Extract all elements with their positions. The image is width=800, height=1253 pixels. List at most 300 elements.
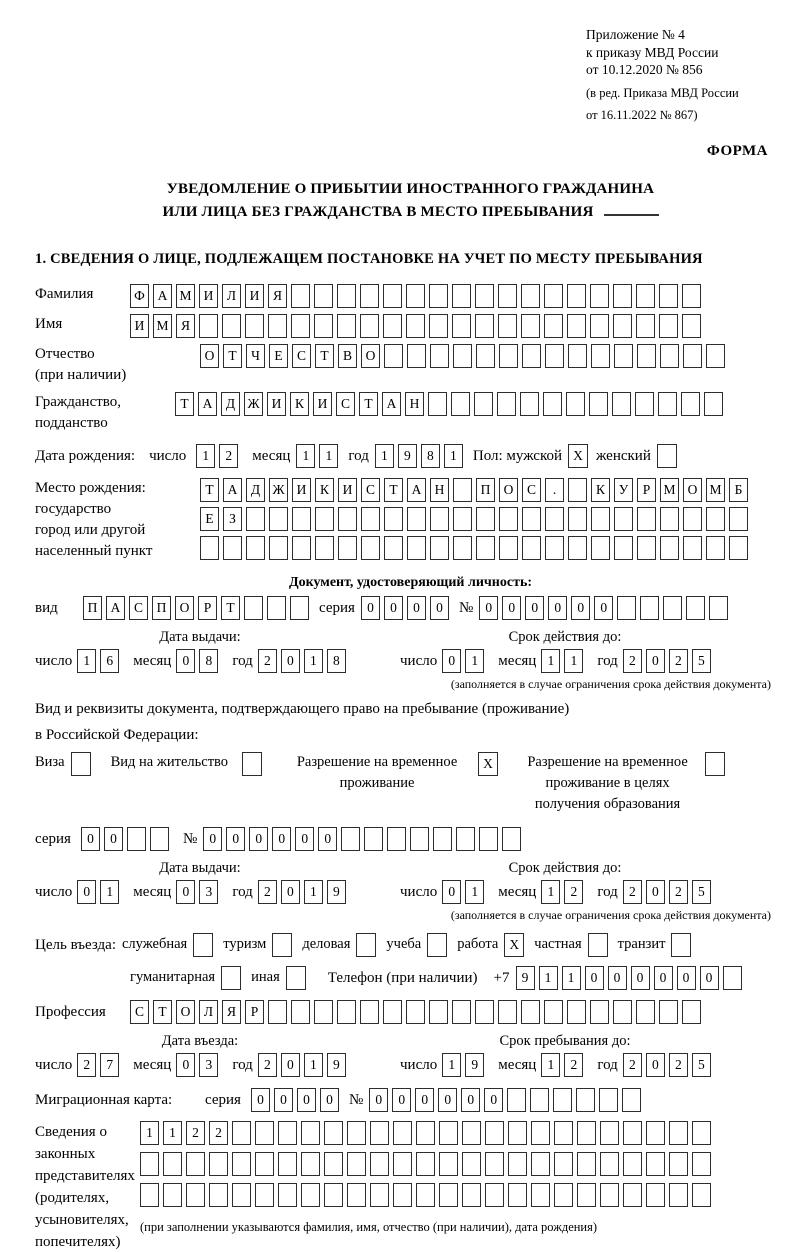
char-cell[interactable]: М <box>706 478 725 502</box>
char-cell[interactable] <box>568 536 587 560</box>
char-cell[interactable] <box>338 536 357 560</box>
char-cell[interactable]: 1 <box>375 444 394 468</box>
purpose-humanitarian-checkbox[interactable] <box>221 966 241 990</box>
char-cell[interactable] <box>568 478 587 502</box>
char-cell[interactable]: З <box>223 507 242 531</box>
char-cell[interactable]: О <box>683 478 702 502</box>
char-cell[interactable]: У <box>614 478 633 502</box>
char-cell[interactable] <box>361 507 380 531</box>
temp-residence-checkbox[interactable]: X <box>478 752 498 776</box>
char-cell[interactable] <box>545 507 564 531</box>
char-cell[interactable] <box>522 344 541 368</box>
char-cell[interactable] <box>530 1088 549 1112</box>
char-cell[interactable]: 2 <box>186 1121 205 1145</box>
char-cell[interactable]: С <box>361 478 380 502</box>
char-cell[interactable]: И <box>338 478 357 502</box>
purpose-tourism-checkbox[interactable] <box>272 933 292 957</box>
char-cell[interactable]: Р <box>198 596 217 620</box>
char-cell[interactable]: 0 <box>392 1088 411 1112</box>
char-cell[interactable]: 0 <box>281 649 300 673</box>
char-cell[interactable]: 1 <box>196 444 215 468</box>
char-cell[interactable] <box>315 507 334 531</box>
residence-permit-checkbox[interactable] <box>242 752 262 776</box>
char-cell[interactable] <box>498 284 517 308</box>
char-cell[interactable] <box>452 284 471 308</box>
char-cell[interactable]: 1 <box>541 880 560 904</box>
char-cell[interactable] <box>590 314 609 338</box>
char-cell[interactable]: Т <box>175 392 194 416</box>
char-cell[interactable]: 0 <box>479 596 498 620</box>
char-cell[interactable]: 2 <box>219 444 238 468</box>
char-cell[interactable] <box>531 1183 550 1207</box>
char-cell[interactable] <box>659 284 678 308</box>
char-cell[interactable]: Ж <box>244 392 263 416</box>
char-cell[interactable] <box>704 392 723 416</box>
char-cell[interactable] <box>430 344 449 368</box>
char-cell[interactable] <box>683 536 702 560</box>
char-cell[interactable] <box>209 1152 228 1176</box>
char-cell[interactable]: Ч <box>246 344 265 368</box>
char-cell[interactable]: К <box>290 392 309 416</box>
char-cell[interactable] <box>410 827 429 851</box>
char-cell[interactable]: 1 <box>304 880 323 904</box>
char-cell[interactable]: 5 <box>692 1053 711 1077</box>
char-cell[interactable]: 9 <box>398 444 417 468</box>
char-cell[interactable]: А <box>407 478 426 502</box>
char-cell[interactable] <box>199 314 218 338</box>
char-cell[interactable] <box>245 314 264 338</box>
char-cell[interactable]: 1 <box>304 1053 323 1077</box>
char-cell[interactable]: 0 <box>585 966 604 990</box>
char-cell[interactable] <box>544 284 563 308</box>
char-cell[interactable]: О <box>200 344 219 368</box>
char-cell[interactable] <box>416 1121 435 1145</box>
char-cell[interactable]: 0 <box>81 827 100 851</box>
char-cell[interactable]: 1 <box>562 966 581 990</box>
char-cell[interactable]: 9 <box>327 1053 346 1077</box>
char-cell[interactable] <box>453 344 472 368</box>
char-cell[interactable]: . <box>545 478 564 502</box>
char-cell[interactable] <box>127 827 146 851</box>
char-cell[interactable] <box>485 1152 504 1176</box>
char-cell[interactable]: 1 <box>163 1121 182 1145</box>
char-cell[interactable] <box>543 392 562 416</box>
char-cell[interactable]: 1 <box>564 649 583 673</box>
purpose-work-checkbox[interactable]: X <box>504 933 524 957</box>
char-cell[interactable]: О <box>499 478 518 502</box>
char-cell[interactable]: Д <box>221 392 240 416</box>
char-cell[interactable] <box>341 827 360 851</box>
char-cell[interactable] <box>453 507 472 531</box>
char-cell[interactable] <box>370 1183 389 1207</box>
char-cell[interactable] <box>140 1183 159 1207</box>
char-cell[interactable]: 0 <box>203 827 222 851</box>
purpose-study-checkbox[interactable] <box>427 933 447 957</box>
char-cell[interactable] <box>407 344 426 368</box>
char-cell[interactable]: П <box>152 596 171 620</box>
char-cell[interactable]: 0 <box>646 649 665 673</box>
temp-residence-education-checkbox[interactable] <box>705 752 725 776</box>
char-cell[interactable] <box>614 344 633 368</box>
char-cell[interactable] <box>567 314 586 338</box>
char-cell[interactable] <box>636 1000 655 1024</box>
char-cell[interactable]: 0 <box>548 596 567 620</box>
char-cell[interactable] <box>706 536 725 560</box>
char-cell[interactable]: 0 <box>249 827 268 851</box>
char-cell[interactable]: 2 <box>77 1053 96 1077</box>
char-cell[interactable] <box>314 284 333 308</box>
char-cell[interactable] <box>508 1183 527 1207</box>
char-cell[interactable] <box>278 1183 297 1207</box>
char-cell[interactable]: 7 <box>100 1053 119 1077</box>
char-cell[interactable] <box>462 1121 481 1145</box>
char-cell[interactable] <box>430 536 449 560</box>
char-cell[interactable]: 0 <box>274 1088 293 1112</box>
char-cell[interactable]: 2 <box>669 1053 688 1077</box>
char-cell[interactable] <box>545 536 564 560</box>
char-cell[interactable] <box>338 507 357 531</box>
char-cell[interactable]: С <box>130 1000 149 1024</box>
char-cell[interactable]: С <box>336 392 355 416</box>
char-cell[interactable] <box>474 392 493 416</box>
char-cell[interactable] <box>669 1152 688 1176</box>
char-cell[interactable]: 5 <box>692 880 711 904</box>
char-cell[interactable] <box>589 392 608 416</box>
char-cell[interactable] <box>361 536 380 560</box>
char-cell[interactable] <box>568 344 587 368</box>
char-cell[interactable] <box>324 1152 343 1176</box>
char-cell[interactable] <box>324 1183 343 1207</box>
char-cell[interactable] <box>475 1000 494 1024</box>
char-cell[interactable]: 0 <box>438 1088 457 1112</box>
char-cell[interactable]: Т <box>359 392 378 416</box>
char-cell[interactable]: И <box>292 478 311 502</box>
char-cell[interactable] <box>531 1121 550 1145</box>
char-cell[interactable] <box>545 344 564 368</box>
char-cell[interactable] <box>502 827 521 851</box>
char-cell[interactable]: 0 <box>318 827 337 851</box>
char-cell[interactable]: 3 <box>199 880 218 904</box>
char-cell[interactable]: 1 <box>77 649 96 673</box>
char-cell[interactable]: 0 <box>272 827 291 851</box>
char-cell[interactable]: 0 <box>484 1088 503 1112</box>
char-cell[interactable] <box>614 507 633 531</box>
char-cell[interactable] <box>347 1152 366 1176</box>
char-cell[interactable] <box>439 1152 458 1176</box>
char-cell[interactable] <box>476 536 495 560</box>
char-cell[interactable]: 8 <box>421 444 440 468</box>
purpose-business-checkbox[interactable] <box>356 933 376 957</box>
char-cell[interactable] <box>554 1121 573 1145</box>
char-cell[interactable] <box>301 1183 320 1207</box>
char-cell[interactable]: Т <box>221 596 240 620</box>
char-cell[interactable]: Я <box>268 284 287 308</box>
char-cell[interactable]: 0 <box>104 827 123 851</box>
char-cell[interactable] <box>370 1152 389 1176</box>
char-cell[interactable] <box>499 507 518 531</box>
char-cell[interactable] <box>384 344 403 368</box>
char-cell[interactable] <box>636 314 655 338</box>
char-cell[interactable] <box>140 1152 159 1176</box>
char-cell[interactable] <box>462 1183 481 1207</box>
char-cell[interactable]: 0 <box>442 880 461 904</box>
char-cell[interactable] <box>315 536 334 560</box>
char-cell[interactable] <box>544 314 563 338</box>
char-cell[interactable]: Р <box>245 1000 264 1024</box>
char-cell[interactable]: 0 <box>430 596 449 620</box>
char-cell[interactable] <box>393 1183 412 1207</box>
char-cell[interactable] <box>269 507 288 531</box>
char-cell[interactable]: Т <box>384 478 403 502</box>
char-cell[interactable] <box>337 1000 356 1024</box>
char-cell[interactable] <box>635 392 654 416</box>
char-cell[interactable] <box>544 1000 563 1024</box>
char-cell[interactable] <box>291 1000 310 1024</box>
char-cell[interactable] <box>682 314 701 338</box>
char-cell[interactable] <box>370 1121 389 1145</box>
char-cell[interactable]: 2 <box>564 1053 583 1077</box>
char-cell[interactable] <box>508 1152 527 1176</box>
char-cell[interactable]: 1 <box>100 880 119 904</box>
char-cell[interactable] <box>682 1000 701 1024</box>
char-cell[interactable] <box>498 1000 517 1024</box>
char-cell[interactable] <box>681 392 700 416</box>
char-cell[interactable] <box>646 1183 665 1207</box>
visa-checkbox[interactable] <box>71 752 91 776</box>
char-cell[interactable] <box>232 1152 251 1176</box>
char-cell[interactable]: 0 <box>281 880 300 904</box>
char-cell[interactable]: Б <box>729 478 748 502</box>
char-cell[interactable]: Р <box>637 478 656 502</box>
char-cell[interactable]: И <box>267 392 286 416</box>
char-cell[interactable] <box>255 1183 274 1207</box>
char-cell[interactable]: К <box>591 478 610 502</box>
char-cell[interactable] <box>383 314 402 338</box>
char-cell[interactable]: Л <box>222 284 241 308</box>
char-cell[interactable] <box>659 314 678 338</box>
char-cell[interactable] <box>637 536 656 560</box>
char-cell[interactable] <box>163 1152 182 1176</box>
char-cell[interactable] <box>452 314 471 338</box>
char-cell[interactable]: 0 <box>251 1088 270 1112</box>
char-cell[interactable]: 1 <box>304 649 323 673</box>
char-cell[interactable] <box>324 1121 343 1145</box>
char-cell[interactable] <box>660 507 679 531</box>
char-cell[interactable] <box>613 314 632 338</box>
char-cell[interactable] <box>576 1088 595 1112</box>
char-cell[interactable] <box>456 827 475 851</box>
char-cell[interactable]: 2 <box>623 1053 642 1077</box>
char-cell[interactable] <box>729 507 748 531</box>
char-cell[interactable] <box>521 1000 540 1024</box>
char-cell[interactable] <box>692 1183 711 1207</box>
char-cell[interactable]: Л <box>199 1000 218 1024</box>
char-cell[interactable] <box>255 1121 274 1145</box>
char-cell[interactable]: 1 <box>319 444 338 468</box>
char-cell[interactable]: О <box>361 344 380 368</box>
char-cell[interactable] <box>521 284 540 308</box>
char-cell[interactable] <box>566 392 585 416</box>
char-cell[interactable]: 2 <box>258 649 277 673</box>
char-cell[interactable]: О <box>176 1000 195 1024</box>
char-cell[interactable] <box>246 536 265 560</box>
char-cell[interactable] <box>522 536 541 560</box>
char-cell[interactable] <box>407 536 426 560</box>
female-checkbox[interactable] <box>657 444 677 468</box>
char-cell[interactable] <box>683 344 702 368</box>
char-cell[interactable]: Т <box>153 1000 172 1024</box>
char-cell[interactable]: 1 <box>465 880 484 904</box>
char-cell[interactable] <box>623 1152 642 1176</box>
char-cell[interactable]: Т <box>223 344 242 368</box>
char-cell[interactable]: 8 <box>199 649 218 673</box>
char-cell[interactable] <box>267 596 286 620</box>
char-cell[interactable]: 0 <box>384 596 403 620</box>
char-cell[interactable] <box>439 1183 458 1207</box>
char-cell[interactable] <box>433 827 452 851</box>
char-cell[interactable] <box>706 344 725 368</box>
char-cell[interactable] <box>599 1088 618 1112</box>
char-cell[interactable]: Т <box>200 478 219 502</box>
char-cell[interactable] <box>590 1000 609 1024</box>
char-cell[interactable]: Ф <box>130 284 149 308</box>
char-cell[interactable]: 0 <box>525 596 544 620</box>
char-cell[interactable] <box>429 314 448 338</box>
char-cell[interactable]: 0 <box>571 596 590 620</box>
char-cell[interactable] <box>646 1152 665 1176</box>
char-cell[interactable]: 2 <box>258 880 277 904</box>
char-cell[interactable] <box>209 1183 228 1207</box>
char-cell[interactable] <box>522 507 541 531</box>
char-cell[interactable]: 2 <box>669 880 688 904</box>
char-cell[interactable] <box>577 1152 596 1176</box>
char-cell[interactable]: 1 <box>444 444 463 468</box>
purpose-other-checkbox[interactable] <box>286 966 306 990</box>
char-cell[interactable] <box>723 966 742 990</box>
char-cell[interactable]: С <box>292 344 311 368</box>
char-cell[interactable] <box>485 1121 504 1145</box>
char-cell[interactable] <box>659 1000 678 1024</box>
char-cell[interactable]: 0 <box>654 966 673 990</box>
char-cell[interactable] <box>269 536 288 560</box>
char-cell[interactable]: 0 <box>320 1088 339 1112</box>
char-cell[interactable] <box>600 1152 619 1176</box>
char-cell[interactable]: 2 <box>258 1053 277 1077</box>
char-cell[interactable]: 0 <box>677 966 696 990</box>
char-cell[interactable]: 5 <box>692 649 711 673</box>
char-cell[interactable] <box>498 314 517 338</box>
char-cell[interactable]: 1 <box>465 649 484 673</box>
char-cell[interactable]: Е <box>200 507 219 531</box>
char-cell[interactable]: А <box>106 596 125 620</box>
char-cell[interactable] <box>223 536 242 560</box>
purpose-private-checkbox[interactable] <box>588 933 608 957</box>
char-cell[interactable] <box>232 1183 251 1207</box>
char-cell[interactable] <box>268 314 287 338</box>
char-cell[interactable]: М <box>660 478 679 502</box>
char-cell[interactable]: 9 <box>327 880 346 904</box>
char-cell[interactable] <box>428 392 447 416</box>
char-cell[interactable]: М <box>153 314 172 338</box>
char-cell[interactable]: 0 <box>176 880 195 904</box>
char-cell[interactable]: И <box>313 392 332 416</box>
char-cell[interactable] <box>499 344 518 368</box>
char-cell[interactable]: 1 <box>442 1053 461 1077</box>
char-cell[interactable] <box>567 284 586 308</box>
char-cell[interactable] <box>660 536 679 560</box>
char-cell[interactable]: С <box>522 478 541 502</box>
char-cell[interactable]: 1 <box>140 1121 159 1145</box>
char-cell[interactable] <box>163 1183 182 1207</box>
char-cell[interactable]: И <box>199 284 218 308</box>
char-cell[interactable]: 6 <box>100 649 119 673</box>
char-cell[interactable]: 0 <box>361 596 380 620</box>
char-cell[interactable] <box>706 507 725 531</box>
char-cell[interactable] <box>255 1152 274 1176</box>
char-cell[interactable] <box>462 1152 481 1176</box>
char-cell[interactable] <box>508 1121 527 1145</box>
char-cell[interactable] <box>453 536 472 560</box>
char-cell[interactable]: 9 <box>516 966 535 990</box>
char-cell[interactable] <box>507 1088 526 1112</box>
char-cell[interactable]: 0 <box>176 649 195 673</box>
char-cell[interactable]: С <box>129 596 148 620</box>
char-cell[interactable] <box>186 1183 205 1207</box>
char-cell[interactable] <box>660 344 679 368</box>
char-cell[interactable] <box>692 1152 711 1176</box>
char-cell[interactable] <box>383 284 402 308</box>
char-cell[interactable] <box>554 1152 573 1176</box>
char-cell[interactable] <box>553 1088 572 1112</box>
char-cell[interactable]: 0 <box>700 966 719 990</box>
char-cell[interactable] <box>360 314 379 338</box>
char-cell[interactable] <box>567 1000 586 1024</box>
char-cell[interactable] <box>613 1000 632 1024</box>
char-cell[interactable] <box>475 314 494 338</box>
char-cell[interactable] <box>640 596 659 620</box>
char-cell[interactable]: 0 <box>281 1053 300 1077</box>
char-cell[interactable] <box>246 507 265 531</box>
char-cell[interactable] <box>150 827 169 851</box>
char-cell[interactable]: 0 <box>631 966 650 990</box>
char-cell[interactable] <box>278 1121 297 1145</box>
char-cell[interactable] <box>291 314 310 338</box>
char-cell[interactable]: А <box>153 284 172 308</box>
char-cell[interactable] <box>347 1183 366 1207</box>
char-cell[interactable]: 0 <box>594 596 613 620</box>
char-cell[interactable]: 2 <box>209 1121 228 1145</box>
char-cell[interactable]: И <box>245 284 264 308</box>
char-cell[interactable] <box>292 507 311 531</box>
char-cell[interactable] <box>384 507 403 531</box>
char-cell[interactable]: 2 <box>623 880 642 904</box>
char-cell[interactable]: 2 <box>564 880 583 904</box>
purpose-transit-checkbox[interactable] <box>671 933 691 957</box>
char-cell[interactable] <box>416 1183 435 1207</box>
char-cell[interactable] <box>360 284 379 308</box>
char-cell[interactable] <box>613 284 632 308</box>
char-cell[interactable] <box>612 392 631 416</box>
char-cell[interactable]: М <box>176 284 195 308</box>
char-cell[interactable] <box>590 284 609 308</box>
char-cell[interactable] <box>301 1121 320 1145</box>
char-cell[interactable]: 1 <box>541 649 560 673</box>
char-cell[interactable]: А <box>223 478 242 502</box>
char-cell[interactable]: О <box>175 596 194 620</box>
char-cell[interactable] <box>475 284 494 308</box>
char-cell[interactable] <box>520 392 539 416</box>
char-cell[interactable] <box>568 507 587 531</box>
